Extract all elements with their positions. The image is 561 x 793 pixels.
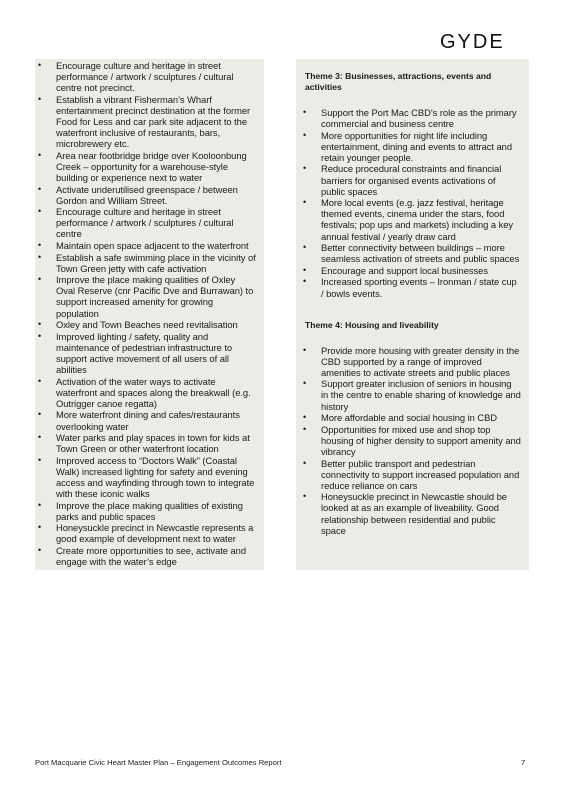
bullet-icon: • (38, 499, 42, 510)
bullet-icon: • (38, 274, 42, 285)
bullet-icon: • (38, 522, 42, 533)
list-item-text: More waterfront dining and cafes/restaurants overlooking water (56, 409, 240, 432)
bullet-icon: • (38, 454, 42, 465)
list-item-text: More affordable and social housing in CBD (321, 412, 498, 424)
bullet-icon: • (303, 457, 307, 468)
bullet-icon: • (38, 60, 42, 70)
list-item (35, 455, 256, 499)
list-item-text: Support greater inclusion of seniors in housing in the centre to enable sharing of knowledge and history (321, 378, 521, 412)
bullet-icon: • (38, 240, 42, 250)
bullet-icon: • (303, 378, 307, 389)
list-item (35, 274, 256, 318)
bullet-icon: • (38, 251, 42, 262)
list-item (300, 378, 521, 411)
bullet-icon: • (303, 197, 307, 208)
list-item-text: Support the Port Mac CBD’s role as the primary commercial and business centre (321, 107, 517, 130)
right-panel (296, 59, 529, 570)
list-item (35, 500, 256, 522)
bullet-icon: • (303, 491, 307, 502)
left-bullet-list (35, 60, 264, 567)
list-item-text: Improved access to “Doctors Walk” (Coastal Walk) increased lighting for safety and evening access and wayfinding through town to integrate with these iconic walks (56, 454, 255, 500)
bullet-icon: • (303, 423, 307, 434)
list-item (300, 130, 521, 163)
list-item (300, 265, 521, 276)
bullet-icon: • (38, 545, 42, 556)
bullet-icon: • (303, 264, 307, 275)
bullet-icon: • (38, 206, 42, 217)
list-item-text: Better connectivity between buildings – more seamless activation of streets and public spaces (321, 242, 520, 265)
bullet-icon: • (303, 412, 307, 423)
list-item (35, 522, 256, 544)
list-item (300, 458, 521, 491)
list-item-text: Improved lighting / safety, quality and maintenance of pedestrian infrastructure to support active movement of all users of all abilities (56, 330, 233, 376)
list-item-text: Water parks and play spaces in town for kids at Town Green or other waterfront location (56, 432, 250, 455)
list-item (300, 163, 521, 196)
list-item-text: Improve the place making qualities of Oxley Oval Reserve (cnr Pacific Dve and Burrawan) to support increased amenity for growing population (56, 274, 254, 319)
list-item (35, 94, 256, 149)
bullet-icon: • (38, 375, 42, 386)
bullet-icon: • (303, 163, 307, 174)
footer-title: Port Macquarie Civic Heart Master Plan – Engagement Outcomes Report (35, 758, 282, 767)
list-item (35, 60, 256, 93)
list-item (300, 491, 521, 535)
gyde-logo (440, 30, 530, 52)
logo-text: GYDE (440, 31, 505, 52)
list-item (35, 545, 256, 567)
list-item-text: Better public transport and pedestrian connectivity to support increased population and reduce reliance on cars (321, 457, 520, 491)
list-item-text: Encourage culture and heritage in street performance / artwork / sculptures / cultural centre (56, 206, 234, 240)
list-item-text: Area near footbridge bridge over Kooloonbung Creek – opportunity for a warehouse-style building or experience next to water (56, 149, 247, 183)
list-item (300, 412, 521, 423)
list-item (300, 197, 521, 241)
list-item (35, 331, 256, 375)
list-item (35, 240, 256, 251)
list-item-text: Encourage culture and heritage in street performance / artwork / sculptures / cultural centre not precinct. (56, 60, 234, 94)
bullet-icon: • (38, 432, 42, 443)
list-item (35, 319, 256, 330)
list-item-text: Oxley and Town Beaches need revitalisation (56, 319, 238, 331)
list-item-text: Maintain open space adjacent to the waterfront (56, 240, 249, 251)
bullet-icon: • (303, 107, 307, 117)
list-item (300, 424, 521, 457)
bullet-icon: • (38, 149, 42, 160)
list-item-text: Increased sporting events – Ironman / state cup / bowls events. (321, 276, 517, 299)
left-panel (35, 59, 264, 570)
list-item-text: Opportunities for mixed use and shop top housing of higher density to support amenity and vibrancy (321, 423, 521, 457)
list-item-text: Establish a vibrant Fisherman’s Wharf entertainment precinct destination at the former Food for Less and car park site adjacent to the waterfront inclusive of restaurants, bars, microbrewery etc. (56, 93, 251, 150)
list-item-text: Encourage and support local businesses (321, 264, 488, 276)
bullet-icon: • (303, 242, 307, 253)
list-item-text: Honeysuckle precinct in Newcastle represents a good example of development next to water (56, 522, 254, 545)
bullet-icon: • (303, 129, 307, 140)
list-item-text: Provide more housing with greater density in the CBD supported by a range of improved amenities to activate streets and public places (321, 344, 520, 378)
bullet-icon: • (38, 93, 42, 104)
bullet-icon: • (303, 344, 307, 355)
list-item (35, 432, 256, 454)
list-item (300, 242, 521, 264)
list-item-text: Activate underutilised greenspace / between Gordon and William Street. (56, 183, 238, 206)
list-item-text: Reduce procedural constraints and financial barriers for organised events activations of public spaces (321, 163, 502, 197)
list-item-text: Activation of the water ways to activate waterfront and spaces along the breakwall (e.g. Outrigger canoe regatta) (56, 375, 251, 409)
theme-4-heading: Theme 4: Housing and liveability (305, 319, 439, 330)
list-item-text: Improve the place making qualities of existing parks and public spaces (56, 499, 243, 522)
list-item (35, 252, 256, 274)
bullet-icon: • (38, 330, 42, 341)
list-item (300, 276, 521, 298)
theme-4-bullet-list (300, 345, 521, 536)
bullet-icon: • (38, 409, 42, 420)
list-item (35, 206, 256, 239)
list-item (300, 107, 521, 129)
bullet-icon: • (38, 319, 42, 330)
theme-3-bullet-list (300, 107, 521, 299)
list-item-text: More local events (e.g. jazz festival, heritage themed events, cinema under the stars, food festivals; pop ups and markets) including a key annual festival / yearly draw card (321, 197, 514, 242)
list-item (35, 376, 256, 409)
list-item (300, 345, 521, 378)
list-item-text: Honeysuckle precinct in Newcastle should be looked at as an example of liveability. Good relationship between residential and public space (321, 491, 507, 536)
list-item (35, 150, 256, 183)
list-item-text: Create more opportunities to see, activate and engage with the water’s edge (56, 545, 246, 568)
theme-3-heading: Theme 3: Businesses, attractions, events and activities (305, 71, 492, 92)
page-number: 7 (521, 758, 526, 767)
list-item-text: More opportunities for night life including entertainment, dining and events to attract and retain younger people. (321, 129, 513, 163)
bullet-icon: • (38, 183, 42, 194)
list-item-text: Establish a safe swimming place in the vicinity of Town Green jetty with cafe activation (56, 251, 256, 274)
bullet-icon: • (303, 276, 307, 287)
list-item (35, 409, 256, 431)
list-item (35, 184, 256, 206)
